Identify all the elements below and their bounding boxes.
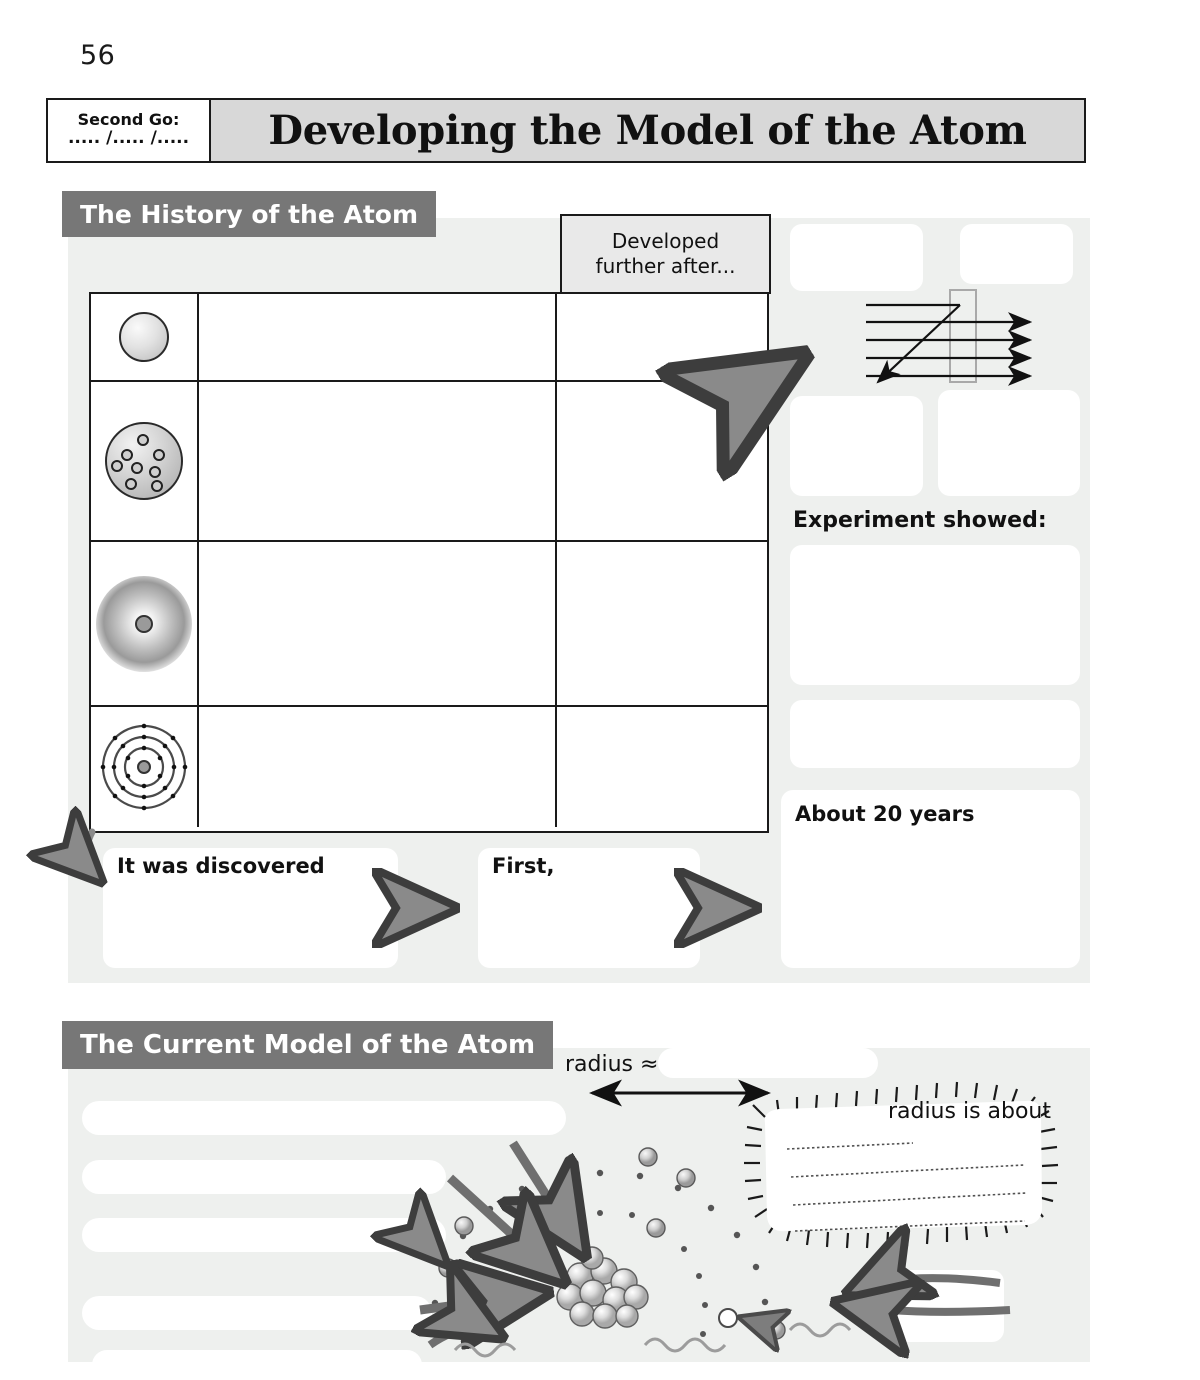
- developed-further-line1: Developed: [611, 229, 720, 253]
- experiment-note-box-2[interactable]: [960, 224, 1073, 284]
- section-header-history: The History of the Atom: [62, 191, 436, 237]
- experiment-note-box-1[interactable]: [790, 224, 923, 291]
- model-developed-cell[interactable]: [557, 542, 767, 705]
- radius-callout-starburst[interactable]: [735, 1075, 1075, 1265]
- extra-note-box[interactable]: [876, 1270, 1004, 1342]
- table-row: [91, 294, 767, 382]
- page-number: 56: [80, 40, 116, 71]
- plum-pudding-atom-icon: [91, 382, 199, 540]
- answer-bar-4[interactable]: [82, 1296, 432, 1330]
- page-title-bar: [46, 98, 1086, 163]
- answer-bar-1[interactable]: [82, 1101, 566, 1135]
- bohr-shells-atom-icon: [91, 707, 199, 827]
- experiment-note-box-5[interactable]: [790, 545, 1080, 685]
- experiment-note-box-4[interactable]: [938, 390, 1080, 496]
- page-title: Developing the Model of the Atom: [268, 107, 1027, 154]
- table-row: [91, 707, 767, 827]
- model-description-cell[interactable]: [199, 707, 557, 827]
- solid-sphere-atom-icon: [91, 294, 199, 380]
- second-go-label: Second Go:: [77, 109, 180, 129]
- section-header-current: The Current Model of the Atom: [62, 1021, 553, 1069]
- model-description-cell[interactable]: [199, 542, 557, 705]
- plum-pudding-glyph: [105, 422, 183, 500]
- answer-bar-3[interactable]: [82, 1218, 446, 1252]
- model-description-cell[interactable]: [199, 382, 557, 540]
- model-description-cell[interactable]: [199, 294, 557, 380]
- experiment-showed-label: Experiment showed:: [793, 508, 1047, 533]
- model-developed-cell[interactable]: [557, 294, 767, 380]
- nuclear-model-glyph: [96, 576, 192, 672]
- second-go-date-blanks[interactable]: ..... /..... /.....: [67, 128, 190, 149]
- developed-further-line2: further after...: [595, 254, 736, 278]
- timeline-box-3[interactable]: [781, 790, 1080, 968]
- atom-models-table: [89, 292, 769, 833]
- nuclear-cloud-atom-icon: [91, 542, 199, 705]
- bohr-model-glyph: [96, 719, 192, 815]
- answer-bar-2[interactable]: [82, 1160, 446, 1194]
- model-developed-cell[interactable]: [557, 707, 767, 827]
- nucleus-dot: [135, 615, 153, 633]
- radius-callout-label: radius is about: [887, 1099, 1051, 1124]
- table-row: [91, 382, 767, 542]
- solid-sphere-glyph: [119, 312, 169, 362]
- timeline-box-3-label: About 20 years: [795, 802, 975, 826]
- timeline-box-1-label: It was discovered: [117, 854, 325, 878]
- experiment-note-box-3[interactable]: [790, 396, 923, 496]
- answer-bar-5[interactable]: [92, 1350, 422, 1380]
- second-go-box[interactable]: [48, 100, 211, 161]
- timeline-box-2-label: First,: [492, 854, 555, 878]
- experiment-note-box-6[interactable]: [790, 700, 1080, 768]
- timeline-box-2[interactable]: [478, 848, 700, 968]
- radius-label: radius ≈: [565, 1052, 659, 1077]
- developed-further-header: [560, 214, 771, 294]
- timeline-box-1[interactable]: [103, 848, 398, 968]
- table-row: [91, 542, 767, 707]
- model-developed-cell[interactable]: [557, 382, 767, 540]
- radius-input[interactable]: [658, 1048, 878, 1078]
